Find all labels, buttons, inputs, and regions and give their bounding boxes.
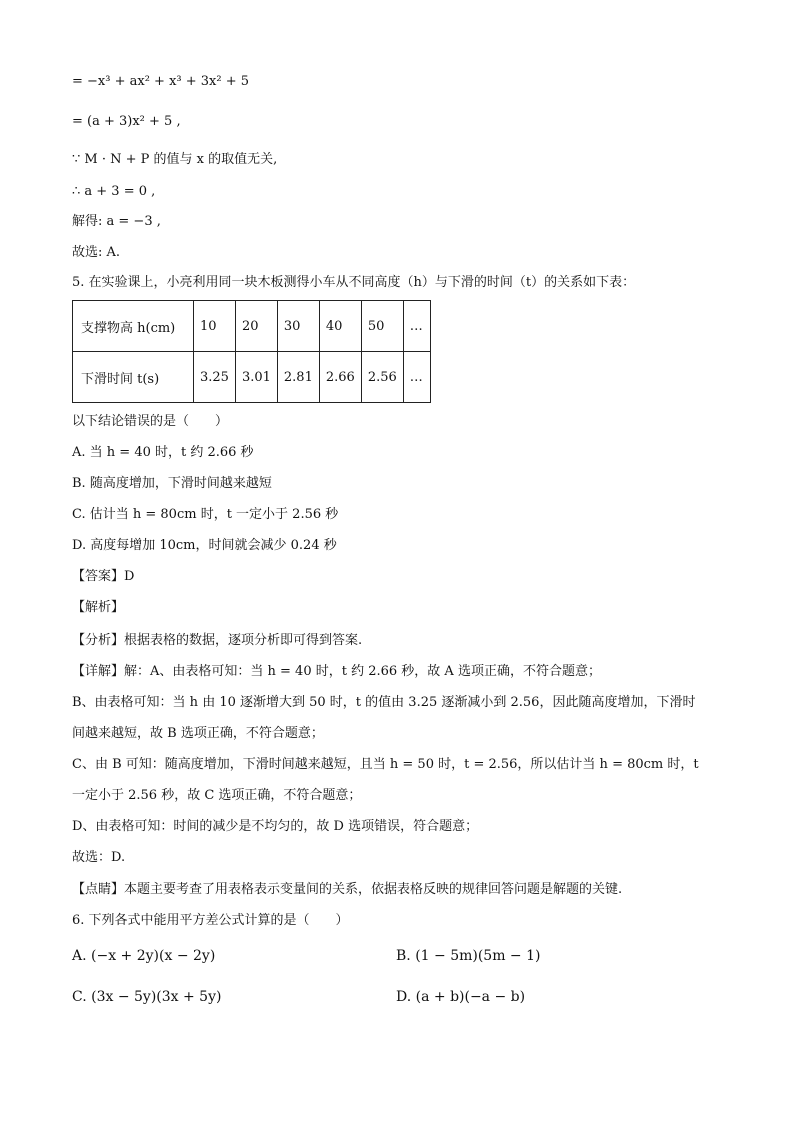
solution-line-3: B、由表格可知：当 h 由 10 逐渐增大到 50 时，t 的值由 3.25 逐渐减小到 2.56，因此随高度增加，下滑时 [72,695,696,710]
answer-label: 【答案】D [72,569,135,584]
derivation-line-6: 故选: A. [72,245,121,260]
analysis-label: 【解析】 [72,600,125,615]
question-6-option-a: A. (−x + 2y)(x − 2y) [72,948,216,964]
solution-line-4: 间越来越短，故 B 选项正确，不符合题意； [72,726,324,741]
solution-line-8: 故选：D. [72,850,126,865]
table-cell: 2.81 [277,352,319,403]
question-5-option-d: D. 高度每增加 10cm，时间就会减少 0.24 秒 [72,538,337,553]
question-5-prompt: 以下结论错误的是（ ） [72,414,229,429]
question-5-option-a: A. 当 h = 40 时，t 约 2.66 秒 [72,445,254,460]
table-cell: 30 [277,301,319,352]
solution-line-1: 【分析】根据表格的数据，逐项分析即可得到答案. [72,633,363,648]
derivation-line-2: = (a + 3)x² + 5 , [72,114,181,129]
table-row-label: 支撑物高 h(cm) [73,301,194,352]
table-cell: … [403,301,430,352]
derivation-line-4: ∴ a + 3 = 0 , [72,184,156,199]
derivation-line-1: = −x³ + ax² + x³ + 3x² + 5 [72,74,250,89]
question-5-option-c: C. 估计当 h = 80cm 时，t 一定小于 2.56 秒 [72,507,339,522]
table-cell: 3.25 [194,352,236,403]
table-cell: 3.01 [235,352,277,403]
question-6-option-d: D. (a + b)(−a − b) [396,989,526,1005]
table-cell: 2.66 [319,352,361,403]
table-cell: 10 [194,301,236,352]
table-row [73,301,431,352]
table-cell: 2.56 [361,352,403,403]
table-row-label: 下滑时间 t(s) [73,352,194,403]
question-6-option-c: C. (3x − 5y)(3x + 5y) [72,989,222,1005]
solution-line-9: 【点睛】本题主要考查了用表格表示变量间的关系，依据表格反映的规律回答问题是解题的关键. [72,882,623,897]
solution-line-5: C、由 B 可知：随高度增加，下滑时间越来越短，且当 h = 50 时，t = 2.56，所以估计当 h = 80cm 时，t [72,757,699,772]
question-5-option-b: B. 随高度增加，下滑时间越来越短 [72,476,272,491]
solution-line-6: 一定小于 2.56 秒，故 C 选项正确，不符合题意； [72,788,362,803]
table-cell: 50 [361,301,403,352]
derivation-line-3: ∵ M · N + P 的值与 x 的取值无关, [72,152,278,167]
derivation-line-5: 解得: a = −3 , [72,214,161,229]
solution-line-7: D、由表格可知：时间的减少是不均匀的，故 D 选项错误，符合题意； [72,819,479,834]
question-5-stem: 5. 在实验课上，小亮利用同一块木板测得小车从不同高度（h）与下滑的时间（t）的关系如下表： [72,275,636,290]
table-cell: 40 [319,301,361,352]
table-cell: 20 [235,301,277,352]
question-6-option-b: B. (1 − 5m)(5m − 1) [396,948,541,964]
solution-line-2: 【详解】解：A、由表格可知：当 h = 40 时，t 约 2.66 秒，故 A 选项正确，不符合题意； [72,664,601,679]
table-row [73,352,431,403]
height-time-table [72,300,431,403]
table-cell: … [403,352,430,403]
question-6-stem: 6. 下列各式中能用平方差公式计算的是（ ） [72,913,349,928]
